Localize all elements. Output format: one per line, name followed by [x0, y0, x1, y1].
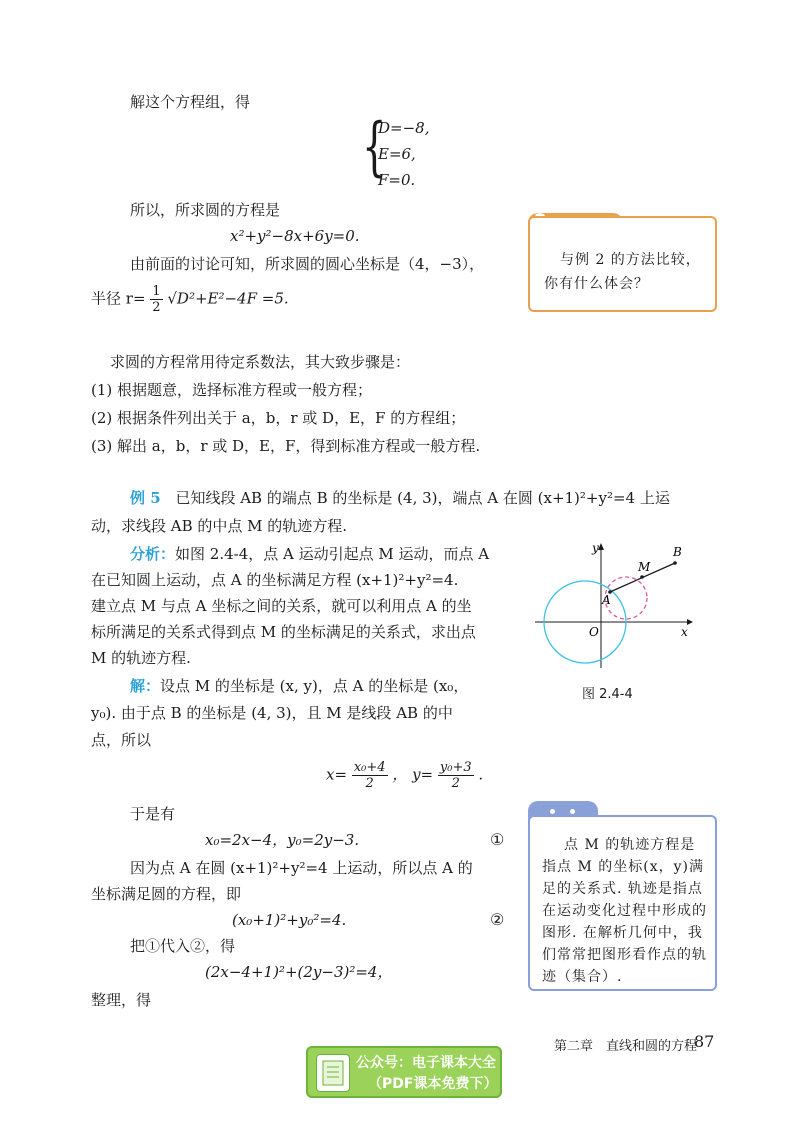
watermark-badge	[306, 1046, 502, 1098]
text-line: 坐标满足圆的方程，即	[91, 885, 242, 903]
fraction-num: y₀+3	[439, 760, 472, 775]
radius-expr: √D²+E²−4F =5.	[167, 289, 289, 308]
label-x: x	[681, 625, 688, 639]
book-icon	[316, 1054, 350, 1092]
figure-2-4-4	[535, 540, 705, 670]
system-eq-3: F=0.	[378, 171, 416, 189]
sidebox-text: 在运动变化过程中形成的	[542, 903, 707, 919]
fraction-den: 2	[365, 776, 374, 791]
solution-text: 设点 M 的坐标是 (x, y)，点 A 的坐标是 (x₀，	[160, 677, 469, 695]
badge-text: （PDF课本免费下）	[368, 1076, 498, 1092]
equation-3: (2x−4+1)²+(2y−3)²=4，	[205, 963, 393, 981]
analysis-label: 分析：	[130, 545, 176, 563]
solution-label: 解：	[130, 677, 161, 695]
equation-1: x₀=2x−4，y₀=2y−3.	[205, 831, 360, 849]
sidebox-text: 们常常把图形看作点的轨	[542, 947, 707, 963]
dot-icon	[550, 809, 555, 814]
step-3: (3) 解出 a，b，r 或 D，E，F，得到标准方程或一般方程.	[91, 437, 481, 455]
equation: x²+y²−8x+6y=0.	[230, 227, 360, 245]
system-brace: {	[362, 110, 387, 184]
sidebox-think	[528, 216, 717, 312]
text-line: 所以，所求圆的方程是	[130, 201, 281, 219]
analysis-line	[130, 544, 489, 564]
y-axis-arrow	[598, 543, 604, 550]
text-line: 由前面的讨论可知，所求圆的圆心坐标是（4，−3），	[130, 255, 485, 273]
analysis-line-2: 在已知圆上运动，点 A 的坐标满足方程 (x+1)²+y²=4.	[91, 571, 459, 589]
dot-icon	[570, 809, 575, 814]
sidebox-text: 图形. 在解析几何中，我	[542, 925, 703, 941]
page-number: 87	[694, 1032, 715, 1051]
sidebox-text: 足的关系式. 轨迹是指点	[542, 881, 703, 897]
step-1: (1) 根据题意，选择标准方程或一般方程；	[91, 381, 373, 399]
radius-label: 半径 r=	[91, 289, 146, 308]
analysis-line-3: 建立点 M 与点 A 坐标之间的关系，就可以利用点 A 的坐	[91, 597, 472, 615]
sidebox-note	[528, 815, 717, 991]
fraction-num: x₀+4	[353, 760, 386, 775]
point-m	[640, 575, 644, 579]
label-a: A	[602, 593, 611, 607]
solution-line-2: y₀). 由于点 B 的坐标是 (4, 3)，且 M 是线段 AB 的中	[91, 704, 453, 722]
solution-line	[130, 676, 468, 696]
text-line: 把①代入②，得	[130, 937, 236, 955]
locus-circle	[605, 577, 647, 619]
sidebox-text: 你有什么体会？	[544, 276, 649, 292]
fraction	[150, 284, 162, 315]
fraction	[438, 760, 474, 791]
step-2: (2) 根据条件列出关于 a，b，r 或 D，E，F 的方程组；	[91, 409, 466, 427]
analysis-text: 如图 2.4-4，点 A 运动引起点 M 运动，而点 A	[175, 545, 490, 563]
mid-sep: ， y=	[392, 765, 434, 784]
mid-end: .	[478, 765, 484, 784]
text-line: 求圆的方程常用待定系数法，其大致步骤是：	[110, 353, 411, 371]
label-y: y	[592, 541, 599, 555]
fraction	[352, 760, 388, 791]
example-text: 已知线段 AB 的端点 B 的坐标是 (4, 3)，端点 A 在圆 (x+1)²+y²=4 上运	[175, 489, 670, 507]
example-label: 例 5	[130, 489, 161, 507]
analysis-line-4: 标所满足的关系式得到点 M 的坐标满足的关系式，求出点	[91, 623, 476, 641]
equation-number: ②	[490, 910, 505, 929]
midpoint-eq	[326, 760, 483, 791]
fraction-den: 2	[451, 776, 460, 791]
equation-2: (x₀+1)²+y₀²=4.	[232, 911, 347, 929]
sidebox-text: 点 M 的轨迹方程是	[564, 837, 696, 853]
label-o: O	[589, 625, 599, 639]
system-eq-2: E=6,	[378, 145, 416, 163]
fraction-den: 2	[152, 300, 161, 315]
label-m: M	[638, 560, 651, 574]
system-eq-1: D=−8,	[378, 119, 430, 137]
radius-line	[91, 284, 289, 315]
analysis-line-5: M 的轨迹方程.	[91, 649, 191, 667]
figure-caption: 图 2.4-4	[582, 687, 633, 702]
chapter-footer: 第二章 直线和圆的方程	[554, 1039, 698, 1054]
badge-text: 公众号：电子课本大全	[356, 1055, 496, 1071]
equation-number: ①	[490, 830, 505, 849]
text-line: 整理，得	[91, 991, 152, 1009]
point-b	[673, 561, 677, 565]
sidebox-text: 迹（集合）.	[542, 969, 623, 985]
text-line: 解这个方程组，得	[130, 93, 251, 111]
fraction-num: 1	[152, 284, 161, 299]
example-line	[130, 488, 670, 508]
text-line: 于是有	[130, 805, 176, 823]
sidebox-text: 与例 2 的方法比较，	[560, 252, 701, 268]
label-b: B	[673, 545, 682, 559]
x-axis-arrow	[687, 619, 693, 625]
sidebox-text: 指点 M 的坐标(x，y)满	[542, 859, 704, 875]
text-line: 因为点 A 在圆 (x+1)²+y²=4 上运动，所以点 A 的	[130, 859, 473, 877]
solution-line-3: 点，所以	[91, 731, 152, 749]
example-line-2: 动，求线段 AB 的中点 M 的轨迹方程.	[91, 517, 348, 535]
mid-x: x=	[326, 765, 348, 784]
